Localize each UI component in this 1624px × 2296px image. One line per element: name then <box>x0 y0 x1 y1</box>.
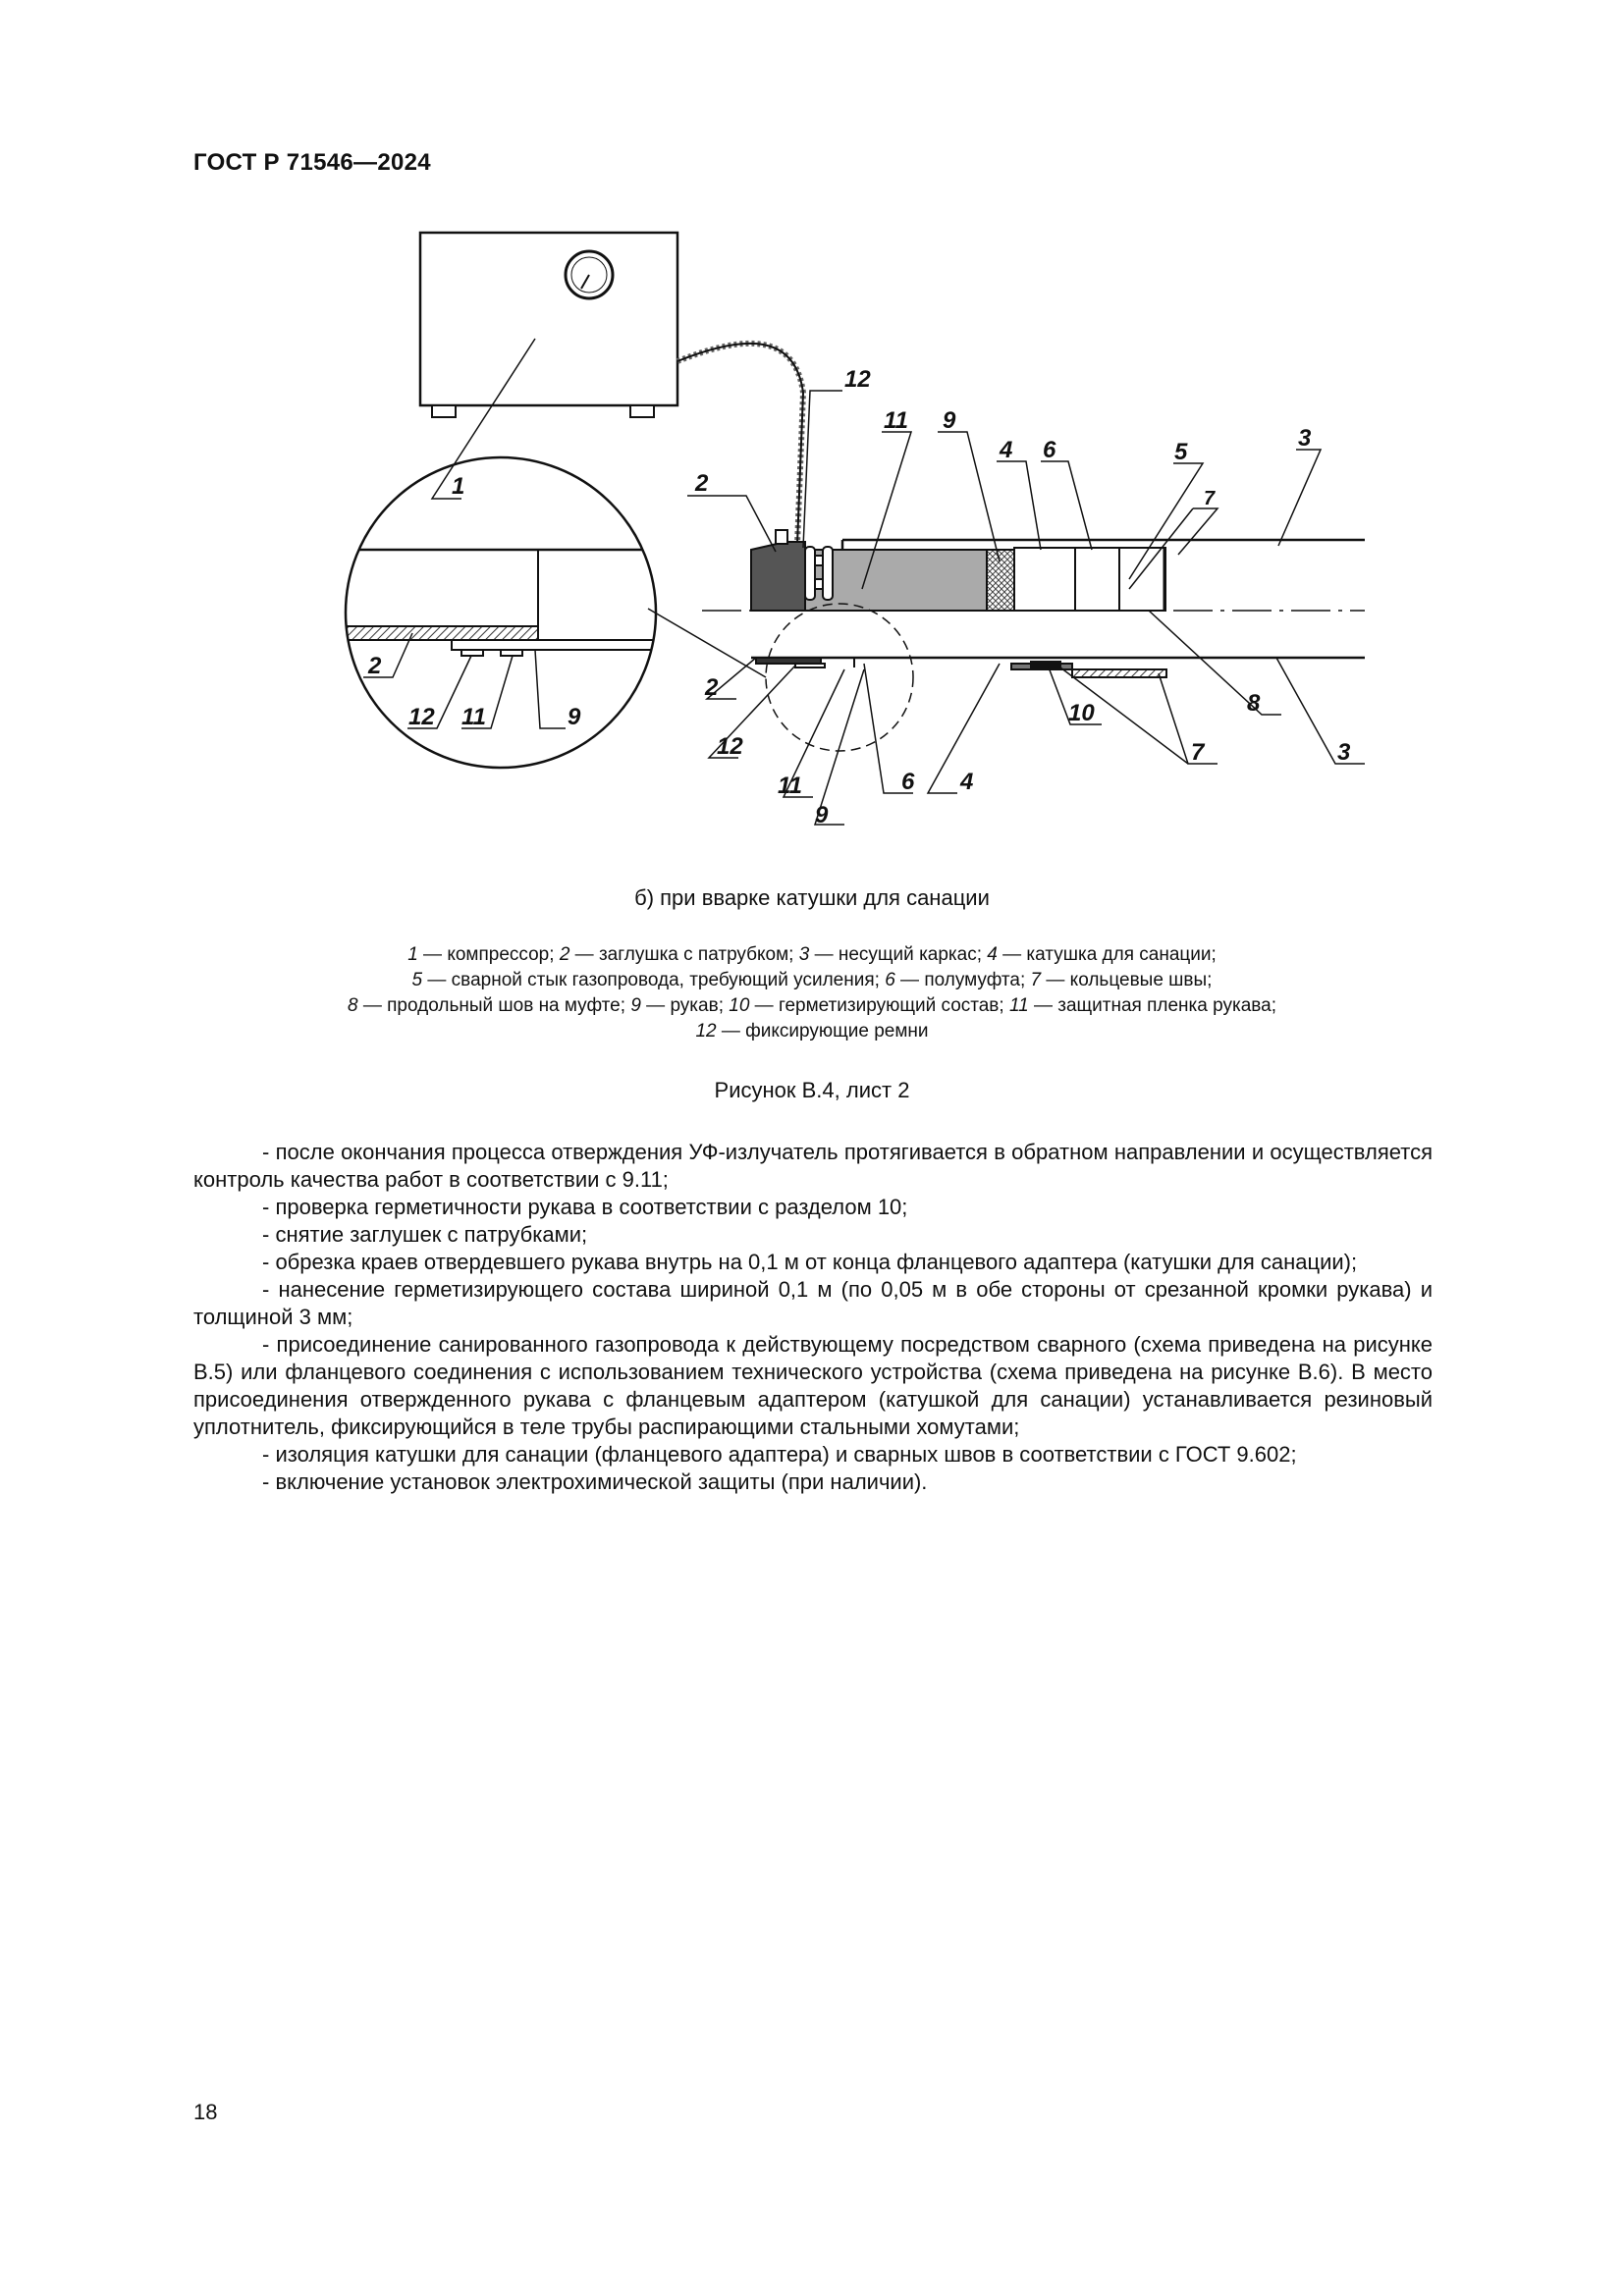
label-5: 5 <box>1174 439 1188 465</box>
paragraph: - после окончания процесса отверждения УФ-излучатель протягивается в обратном направлении и осуществляется контроль качества работ в соответствии с 9.11; <box>193 1140 1433 1192</box>
label-2-top: 2 <box>695 470 709 497</box>
figure-subcaption: б) при вварке катушки для санации <box>634 885 990 910</box>
figure-title: Рисунок В.4, лист 2 <box>714 1078 910 1102</box>
label-3-bottom: 3 <box>1337 739 1351 766</box>
paragraph: - обрезка краев отвердевшего рукава внутрь на 0,1 м от конца фланцевого адаптера (катушки для санации); <box>262 1250 1358 1274</box>
paragraph: - нанесение герметизирующего состава шириной 0,1 м (по 0,05 м в обе стороны от срезанной кромки рукава) и толщиной 3 мм; <box>193 1277 1433 1329</box>
plug-fitting <box>776 530 787 544</box>
label-9-bottom: 9 <box>815 802 829 828</box>
paragraph: - проверка герметичности рукава в соответствии с разделом 10; <box>262 1195 908 1219</box>
paragraph: - изоляция катушки для санации (фланцевого адаптера) и сварных швов в соответствии с ГОСТ 9.602; <box>262 1442 1297 1467</box>
label-11-detail: 11 <box>461 704 486 730</box>
page-number: 18 <box>193 2100 218 2124</box>
label-8: 8 <box>1247 690 1261 717</box>
figure-legend <box>0 942 1624 1044</box>
label-9-detail: 9 <box>568 704 581 730</box>
label-12-detail: 12 <box>408 704 435 730</box>
label-6-bottom: 6 <box>901 769 915 795</box>
label-7-top: 7 <box>1204 488 1216 509</box>
body-text <box>193 1139 1433 1496</box>
label-12-bottom: 12 <box>717 733 743 760</box>
paragraph: - присоединение санированного газопровода к действующему посредством сварного (схема приведена на рисунке В.5) или фланцевого соединения с использованием технического устройства (схема приведена на рисунке В.6). В место присоединения отвержденного рукава с фланцевым адаптером (катушкой для санации) устанавливается резиновый уплотнитель, фиксирующийся в теле трубы распирающими стальными хомутами; <box>193 1332 1433 1439</box>
compressor <box>420 233 677 417</box>
label-11-bottom: 11 <box>778 773 802 799</box>
legend-line-4: 12 — фиксирующие ремни <box>695 1021 929 1041</box>
label-4-top: 4 <box>1000 437 1013 463</box>
hose <box>677 344 803 545</box>
label-1: 1 <box>452 473 465 500</box>
detail-magnified <box>344 457 766 768</box>
paragraph: - снятие заглушек с патрубками; <box>262 1222 588 1247</box>
detail-marker-circle <box>766 604 913 751</box>
label-6-top: 6 <box>1043 437 1056 463</box>
figure-diagram <box>0 0 1624 883</box>
end-plug <box>751 542 805 611</box>
legend-line-2: 5 — сварной стык газопровода, требующий усиления; 6 — полумуфта; 7 — кольцевые швы; <box>411 970 1213 990</box>
legend-line-3: 8 — продольный шов на муфте; 9 — рукав; 10 — герметизирующий состав; 11 — защитная пленка рукава; <box>347 995 1277 1016</box>
label-2-detail: 2 <box>368 653 382 679</box>
paragraph: - включение установок электрохимической защиты (при наличии). <box>262 1469 928 1494</box>
label-3-top: 3 <box>1298 425 1312 452</box>
legend-line-1: 1 — компрессор; 2 — заглушка с патрубком; 3 — несущий каркас; 4 — катушка для санации; <box>407 944 1217 965</box>
pressure-gauge-icon <box>566 251 613 298</box>
label-2-bottom: 2 <box>705 674 719 701</box>
label-12-top: 12 <box>844 366 871 393</box>
label-10: 10 <box>1068 700 1095 726</box>
liner-hatched <box>987 550 1014 611</box>
section-details <box>756 658 1166 677</box>
label-11-top: 11 <box>884 407 908 434</box>
label-7-bottom: 7 <box>1191 739 1205 766</box>
document-header: ГОСТ Р 71546—2024 <box>193 149 431 176</box>
label-4-bottom: 4 <box>960 769 974 795</box>
label-9-top: 9 <box>943 407 956 434</box>
